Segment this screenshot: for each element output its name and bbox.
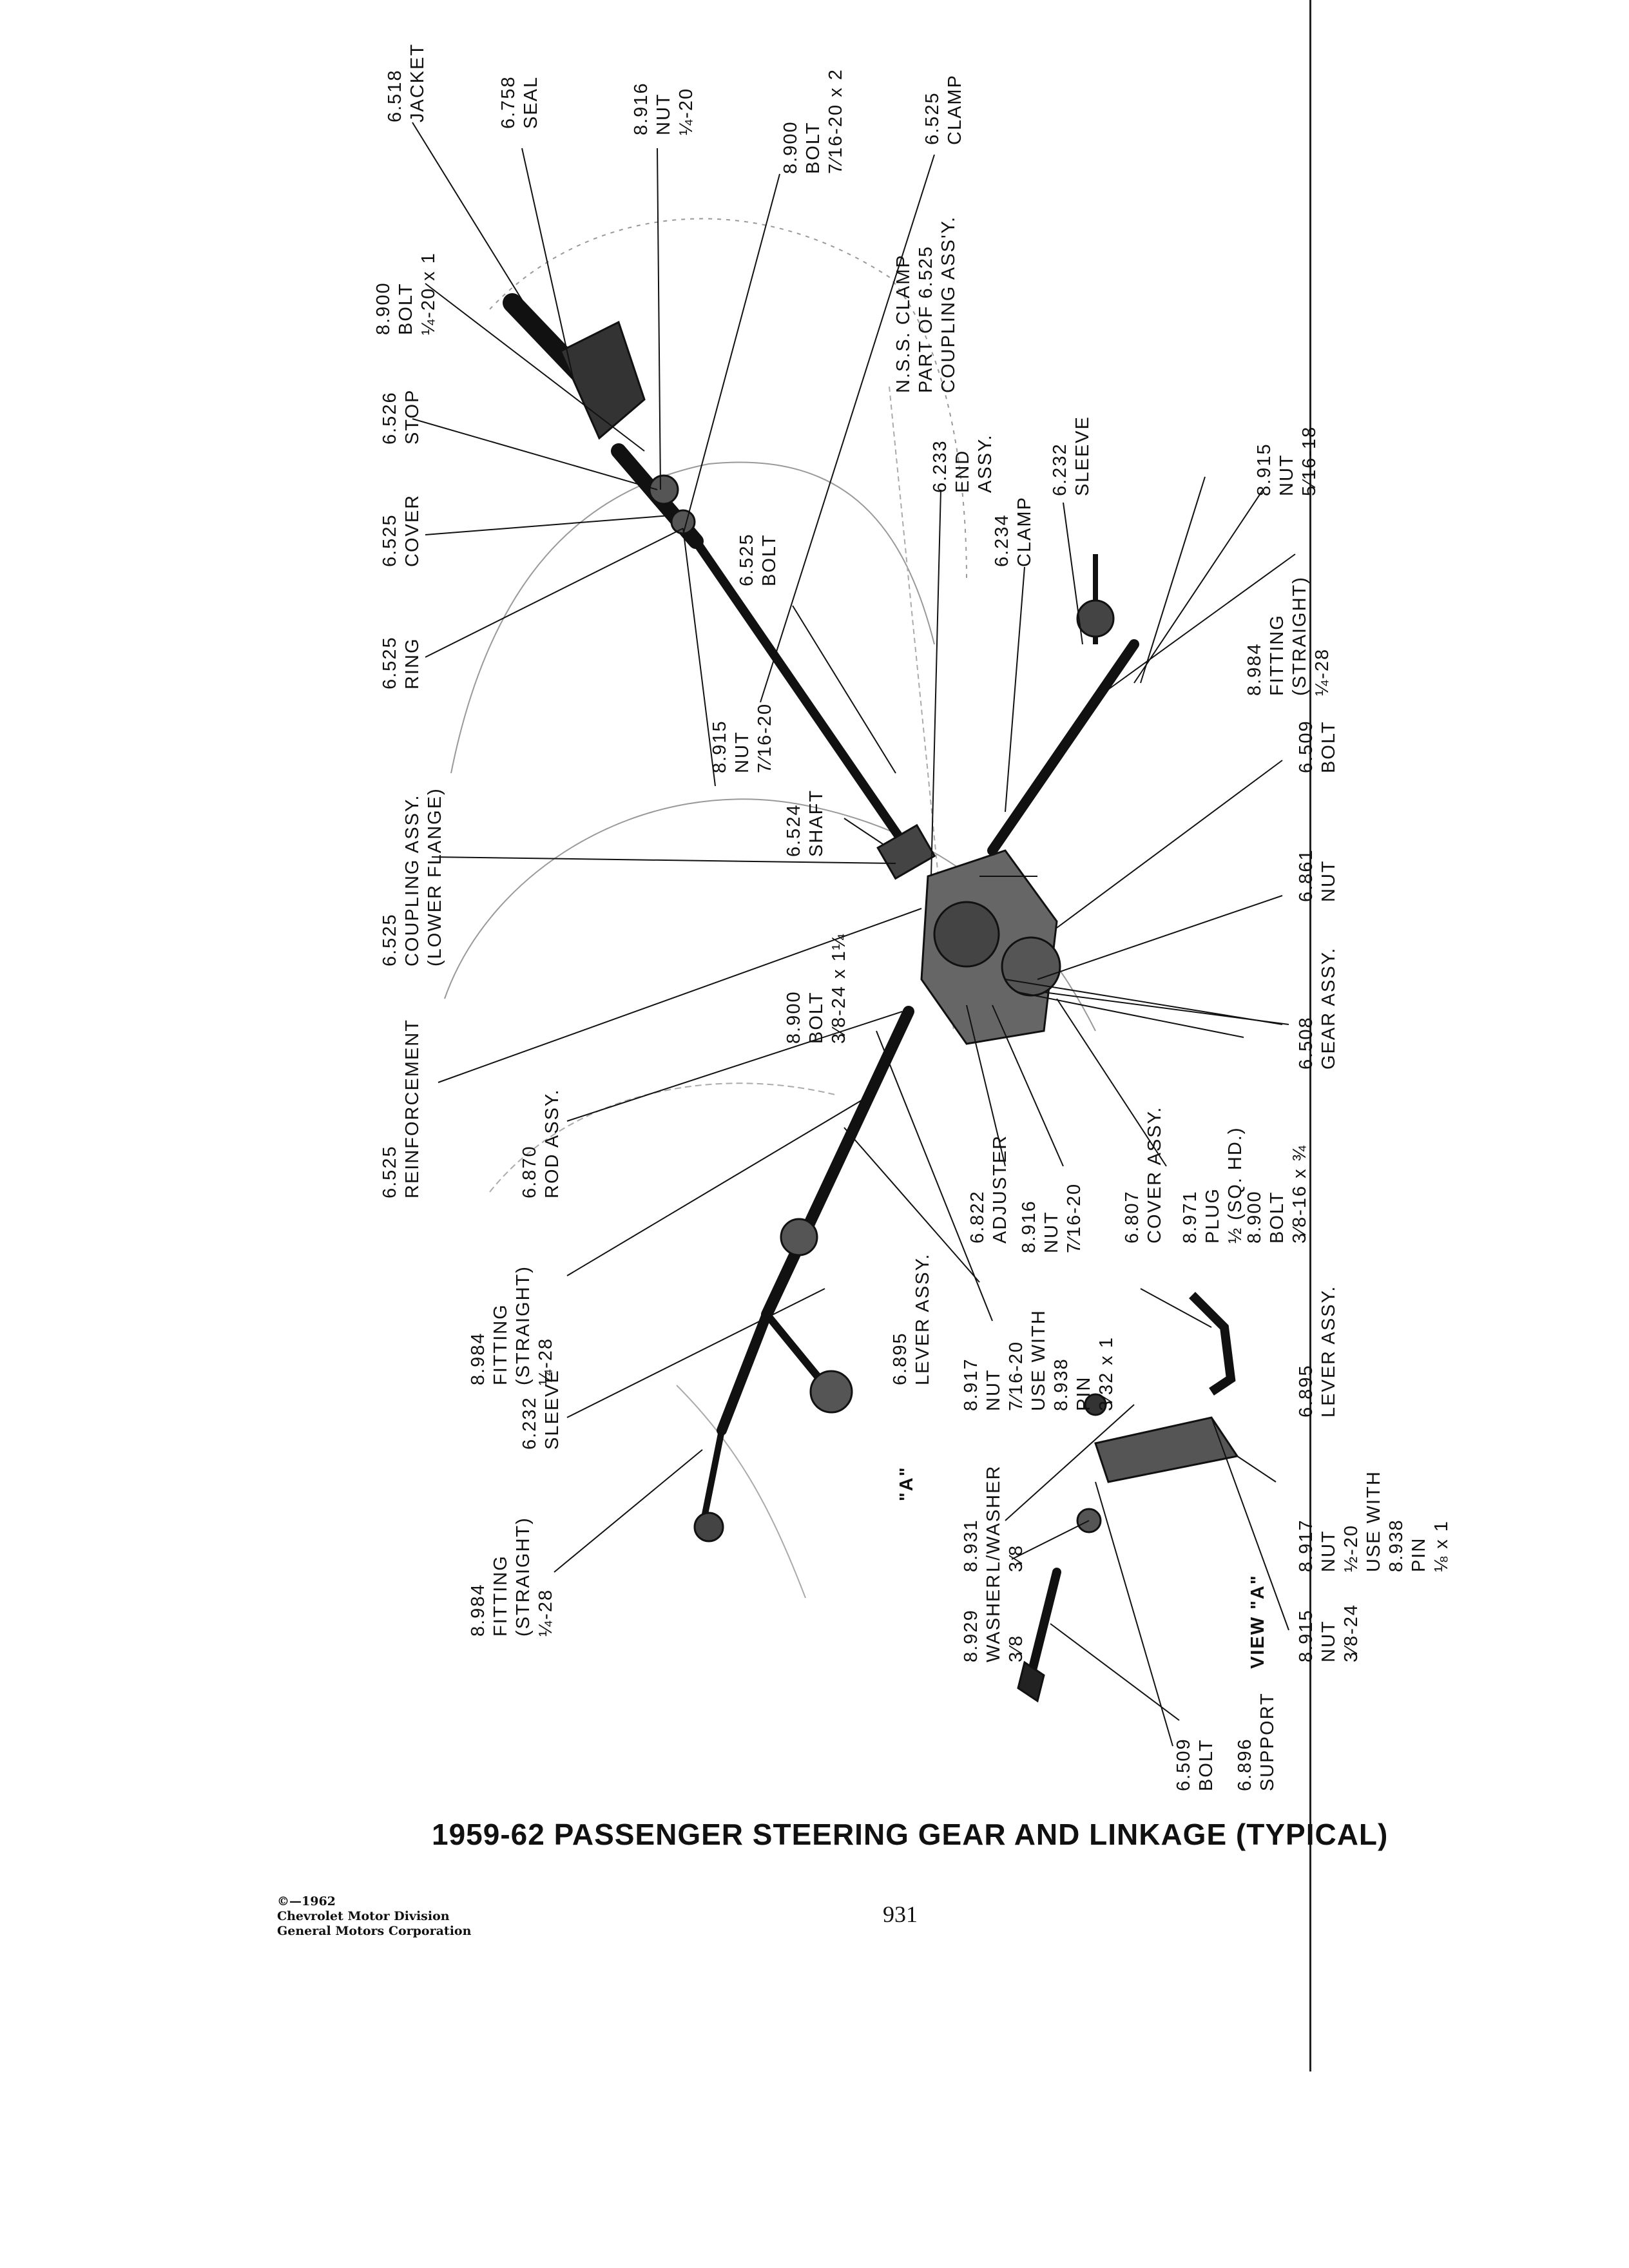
label-line: (STRAIGHT): [513, 1517, 534, 1637]
label-line: 8.915: [1296, 1609, 1316, 1662]
label-line: 3⁄8: [1006, 1634, 1027, 1662]
label-line: 6.525: [380, 636, 400, 689]
label-line: SUPPORT: [1257, 1692, 1278, 1791]
label-line: PIN: [1409, 1537, 1429, 1572]
label-support: [1234, 1692, 1279, 1791]
label-bolt-gear: [783, 933, 851, 1044]
label-line: REINFORCEMENT: [402, 1019, 423, 1198]
label-line: L/WASHER: [983, 1465, 1004, 1572]
label-line: 8.900: [780, 120, 801, 174]
label-end-assy: [929, 434, 997, 493]
label-line: 6.508: [1296, 1016, 1316, 1070]
label-nut-917: [960, 1309, 1118, 1411]
label-line: 8.917: [961, 1358, 981, 1411]
label-sleeve-right: [1049, 416, 1094, 496]
label-line: ¼-20: [676, 87, 697, 135]
label-line: 6.870: [519, 1145, 540, 1198]
label-line: BOLT: [1267, 1191, 1287, 1244]
label-line: 8.929: [961, 1609, 981, 1662]
label-nut-917-a: [1295, 1470, 1453, 1572]
label-line: 8.984: [468, 1583, 488, 1637]
label-line: 8.916: [631, 82, 651, 135]
label-nss-clamp: [892, 216, 960, 393]
label-line: 8.916: [1019, 1200, 1039, 1253]
label-coupling: [379, 787, 447, 966]
label-sleeve-left: [519, 1369, 564, 1450]
label-line: FITTING: [490, 1555, 511, 1637]
label-line: SHAFT: [806, 789, 827, 857]
label-nut-861: [1295, 849, 1340, 902]
label-line: 6.232: [1050, 443, 1070, 496]
label-line: 3⁄8-24: [1341, 1603, 1362, 1662]
label-fitting-left: [467, 1265, 557, 1385]
label-line: 8.984: [1244, 642, 1265, 696]
label-fitting-right: [1244, 576, 1334, 696]
label-line: 7⁄16-20: [1006, 1340, 1027, 1411]
label-line: 8.971: [1180, 1190, 1200, 1244]
label-line: 6.525: [737, 533, 757, 586]
label-cover: [379, 494, 424, 567]
label-line: SLEEVE: [542, 1369, 563, 1450]
label-line: 6.232: [519, 1396, 540, 1450]
label-clamp-mid: [991, 496, 1036, 567]
label-nut-915-a: [1295, 1604, 1363, 1662]
label-bolt-509-a: [1173, 1738, 1218, 1791]
page-number: 931: [883, 1901, 918, 1927]
label-line: SLEEVE: [1072, 416, 1093, 496]
label-ring: [379, 636, 424, 689]
label-line: 8.900: [1244, 1190, 1265, 1244]
copyright-line: Chevrolet Motor Division: [277, 1909, 450, 1923]
label-line: NUT: [1318, 1530, 1339, 1572]
label-line: COVER: [402, 494, 423, 567]
label-line: 6.233: [930, 439, 950, 493]
label-line: 5⁄16-18: [1299, 425, 1320, 496]
label-gear-assy: [1295, 947, 1340, 1070]
label-jacket: [384, 43, 429, 122]
copyright-notice: [277, 1894, 471, 1939]
label-line: 6.896: [1235, 1738, 1255, 1791]
label-line: ⅛ x 1: [1431, 1520, 1452, 1572]
label-bolt-low: [1244, 1144, 1311, 1244]
label-line: ADJUSTER: [990, 1134, 1010, 1244]
label-line: BOLT: [803, 121, 824, 174]
label-line: VIEW "A": [1248, 1574, 1268, 1669]
label-line: 8.917: [1296, 1519, 1316, 1572]
label-bolt-mid: [736, 533, 781, 586]
label-lever-assy-a: [1295, 1285, 1340, 1418]
label-line: USE WITH: [1364, 1470, 1384, 1572]
label-plug: [1179, 1126, 1247, 1244]
label-line: BOLT: [396, 282, 416, 335]
label-line: ¼-28: [535, 1588, 556, 1637]
label-line: NUT: [1041, 1211, 1062, 1253]
label-line: 3⁄8-24 x 1¼: [829, 933, 849, 1044]
copyright-line: General Motors Corporation: [277, 1924, 472, 1938]
label-line: (LOWER FLANGE): [425, 787, 445, 966]
label-line: CLAMP: [1014, 496, 1035, 567]
label-line: 6.509: [1296, 720, 1316, 773]
label-line: 6.895: [1296, 1364, 1316, 1418]
label-line: 7⁄16-20: [1064, 1182, 1084, 1253]
label-view-a: [1247, 1574, 1269, 1669]
label-line: END: [952, 449, 973, 493]
label-nut-top: [630, 82, 698, 135]
label-nut-916: [1018, 1183, 1086, 1253]
label-clamp-top: [921, 74, 967, 145]
label-view-a-marker: [896, 1466, 918, 1501]
label-lever-assy: [889, 1253, 934, 1385]
label-line: FITTING: [1267, 614, 1287, 696]
label-stop: [379, 389, 424, 445]
label-line: (STRAIGHT): [1289, 576, 1310, 696]
label-reinforcement: [379, 1019, 424, 1198]
label-line: 6.525: [380, 1145, 400, 1198]
label-washer: [960, 1573, 1028, 1662]
label-nut-mid: [709, 703, 776, 773]
label-line: SEAL: [521, 75, 541, 129]
label-line: LEVER ASSY.: [912, 1253, 933, 1385]
label-line: 6.234: [992, 514, 1012, 567]
label-line: GEAR ASSY.: [1318, 947, 1339, 1070]
label-line: 6.509: [1173, 1738, 1194, 1791]
label-lwasher: [960, 1465, 1028, 1572]
label-line: NUT: [1318, 860, 1339, 902]
label-line: NUT: [653, 93, 674, 135]
label-bolt-top: [780, 68, 847, 174]
label-line: 6.895: [890, 1332, 911, 1385]
label-line: PLUG: [1202, 1187, 1223, 1244]
label-line: ¼-28: [1312, 648, 1333, 696]
label-bolt-509: [1295, 720, 1340, 773]
label-line: 8.938: [1051, 1358, 1072, 1411]
label-line: 8.931: [961, 1519, 981, 1572]
label-line: 8.900: [784, 990, 804, 1044]
label-rod-assy: [519, 1088, 564, 1198]
copyright-line: ©—1962: [277, 1894, 336, 1908]
label-line: JACKET: [407, 43, 428, 122]
label-line: COUPLING ASSY.: [402, 794, 423, 966]
label-line: 3⁄8: [1006, 1544, 1027, 1572]
label-line: 6.861: [1296, 849, 1316, 902]
label-line: PART OF 6.525: [916, 245, 936, 393]
label-line: 6.525: [380, 514, 400, 567]
label-line: 6.526: [380, 391, 400, 445]
label-line: FITTING: [490, 1303, 511, 1385]
label-line: NUT: [1277, 454, 1297, 496]
label-line: ¼-20 x 1: [418, 252, 439, 335]
label-nut-right: [1253, 426, 1321, 496]
label-line: LEVER ASSY.: [1318, 1285, 1339, 1418]
label-line: CLAMP: [945, 74, 965, 145]
label-line: ½-20: [1341, 1524, 1362, 1572]
diagram-title: 1959-62 PASSENGER STEERING GEAR AND LINKAGE (TYPICAL): [432, 1818, 1389, 1851]
label-line: 6.807: [1122, 1190, 1142, 1244]
label-line: 6.518: [385, 69, 405, 122]
label-line: (STRAIGHT): [513, 1265, 534, 1385]
label-line: STOP: [402, 389, 423, 445]
label-line: WASHER: [983, 1573, 1004, 1662]
label-line: NUT: [983, 1369, 1004, 1411]
label-line: COVER ASSY.: [1144, 1106, 1165, 1244]
label-line: USE WITH: [1028, 1309, 1049, 1411]
label-seal: [497, 75, 543, 129]
label-line: 7⁄16-20: [755, 702, 775, 773]
label-line: RING: [402, 637, 423, 689]
label-line: PIN: [1074, 1376, 1094, 1411]
label-line: BOLT: [1196, 1738, 1217, 1791]
label-line: 8.915: [1254, 443, 1275, 496]
label-line: BOLT: [806, 991, 827, 1044]
label-line: ½ (SQ. HD.): [1225, 1126, 1246, 1244]
label-bolt-stop: [372, 252, 440, 335]
label-line: 7⁄16-20 x 2: [825, 68, 846, 174]
label-line: 6.758: [498, 75, 519, 129]
label-line: 8.900: [373, 282, 394, 335]
label-line: ROD ASSY.: [542, 1088, 563, 1198]
label-line: 6.525: [922, 91, 943, 145]
label-shaft: [783, 789, 828, 857]
label-line: 3⁄32 x 1: [1096, 1336, 1117, 1411]
label-fitting-bottom: [467, 1517, 557, 1637]
label-line: ¼-28: [535, 1337, 556, 1385]
label-line: 6.525: [380, 913, 400, 966]
label-line: 8.984: [468, 1332, 488, 1385]
label-line: "A": [896, 1466, 917, 1501]
label-line: 6.822: [967, 1190, 988, 1244]
label-line: 3⁄8-16 x ¾: [1289, 1144, 1310, 1244]
label-line: BOLT: [759, 533, 780, 586]
label-line: BOLT: [1318, 720, 1339, 773]
label-line: 8.915: [709, 720, 730, 773]
label-line: 6.524: [784, 803, 804, 857]
label-line: COUPLING ASS'Y.: [938, 215, 959, 393]
label-line: N.S.S. CLAMP: [893, 254, 914, 393]
label-line: 8.938: [1386, 1519, 1407, 1572]
label-adjuster: [967, 1135, 1012, 1244]
label-line: NUT: [1318, 1620, 1339, 1662]
label-line: NUT: [732, 731, 753, 773]
label-cover-assy: [1121, 1106, 1166, 1244]
label-line: ASSY.: [975, 434, 996, 493]
